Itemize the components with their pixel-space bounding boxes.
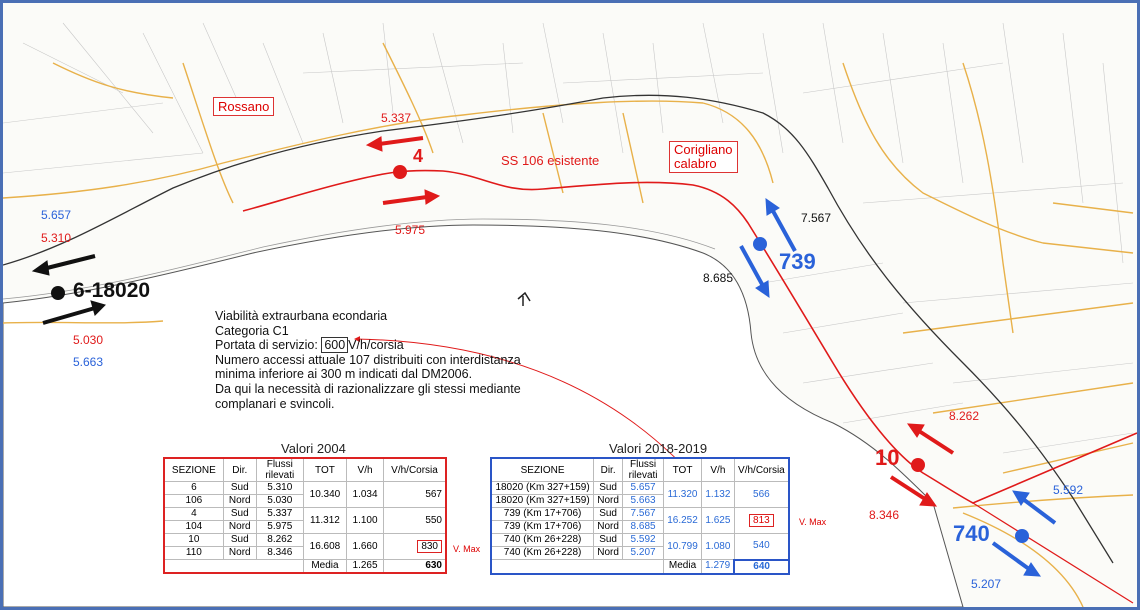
cell: 5.657 (623, 482, 664, 495)
col-sezione: SEZIONE (164, 458, 223, 482)
cell: 5.310 (256, 482, 303, 495)
table-2018-header (491, 458, 789, 482)
cell: Nord (594, 495, 623, 508)
cell: 5.337 (256, 508, 303, 521)
col-vh-corsia: V/h/Corsia (384, 458, 447, 482)
cell: Sud (223, 508, 256, 521)
service-capacity-value: 600 (321, 337, 348, 353)
col-flussi: Flussi rilevati (623, 458, 664, 482)
col-dir: Dir. (223, 458, 256, 482)
col-tot: TOT (664, 458, 702, 482)
table-row (164, 534, 446, 547)
table-2018-title: Valori 2018-2019 (609, 441, 708, 456)
cell: Nord (223, 495, 256, 508)
cell: Nord (223, 521, 256, 534)
cell: 5.207 (623, 547, 664, 560)
cell (164, 560, 303, 574)
info-line-5: minima inferiore ai 300 m indicati dal DM2006. (215, 367, 473, 382)
cell: 106 (164, 495, 223, 508)
media-corsia: 630 (384, 560, 447, 574)
flow-4-west: 5.337 (381, 111, 412, 125)
vmax-label-2004: V. Max (453, 544, 481, 554)
cell: 8.262 (256, 534, 303, 547)
cell: 1.080 (701, 534, 734, 560)
table-row (491, 508, 789, 521)
info-line-3-prefix: Portata di servizio: (215, 338, 318, 353)
media-vh: 1.279 (701, 560, 734, 574)
cell: 18020 (Km 327+159) (491, 495, 594, 508)
cell: 1.625 (701, 508, 734, 534)
cell: 1.660 (347, 534, 384, 560)
cell-max (734, 508, 789, 534)
col-vh: V/h (701, 458, 734, 482)
cell: 1.100 (347, 508, 384, 534)
info-line-2: Categoria C1 (215, 323, 289, 338)
section-739-arrows (741, 199, 795, 297)
info-block (215, 309, 545, 411)
section-740-dot (1015, 529, 1029, 543)
cell: 11.320 (664, 482, 702, 508)
info-line-1: Viabilità extraurbana econdaria (215, 309, 388, 323)
flow-739-south: 8.685 (703, 271, 734, 285)
cell: 110 (164, 547, 223, 560)
cell: 1.132 (701, 482, 734, 508)
table-row (164, 508, 446, 521)
cell: 5.592 (623, 534, 664, 547)
table-2004-header (164, 458, 446, 482)
cell: 10.340 (303, 482, 346, 508)
info-line-3-unit: V/h/corsia (348, 338, 404, 353)
media-label: Media (303, 560, 346, 574)
flow-10-south: 8.346 (869, 508, 900, 522)
table-2018 (490, 457, 790, 575)
section-10-dot (911, 458, 925, 472)
cell: 566 (734, 482, 789, 508)
info-line-6: Da qui la necessità di razionalizzare gli stessi mediante (215, 381, 521, 396)
cell: 10 (164, 534, 223, 547)
table-2004 (163, 457, 447, 574)
table-media-row (491, 560, 789, 574)
col-vh: V/h (347, 458, 384, 482)
media-corsia: 640 (734, 560, 789, 574)
section-6-label: 6-18020 (73, 279, 151, 302)
max-value-badge: 813 (749, 514, 774, 527)
section-739-dot (753, 237, 767, 251)
cell: 8.346 (256, 547, 303, 560)
cell: 6 (164, 482, 223, 495)
flow-740-north: 5.592 (1053, 483, 1084, 497)
cell: Sud (594, 482, 623, 495)
cell: 11.312 (303, 508, 346, 534)
cell: Sud (223, 482, 256, 495)
cell: 739 (Km 17+706) (491, 508, 594, 521)
cell: 16.608 (303, 534, 346, 560)
media-vh: 1.265 (347, 560, 384, 574)
info-line-4: Numero accessi attuale 107 distribuiti con interdistanza (215, 352, 521, 367)
vmax-label-2018: V. Max (799, 517, 827, 527)
cell: 16.252 (664, 508, 702, 534)
info-line-7: complanari e svincoli. (215, 396, 335, 411)
flow-4-east: 5.975 (395, 223, 426, 237)
cell: 5.663 (623, 495, 664, 508)
flow-6-south-2018: 5.663 (73, 355, 104, 369)
road-label-ss106: SS 106 esistente (501, 153, 600, 168)
cell: 104 (164, 521, 223, 534)
col-dir: Dir. (594, 458, 623, 482)
cell: 10.799 (664, 534, 702, 560)
cell: Sud (594, 508, 623, 521)
section-6-dot (51, 286, 65, 300)
cell: 7.567 (623, 508, 664, 521)
town-label-rossano: Rossano (213, 97, 274, 116)
cell: 4 (164, 508, 223, 521)
col-vh-corsia: V/h/Corsia (734, 458, 789, 482)
cell: 740 (Km 26+228) (491, 534, 594, 547)
cell (491, 560, 664, 574)
table-media-row (164, 560, 446, 574)
section-739-label: 739 (779, 249, 816, 274)
cell: 18020 (Km 327+159) (491, 482, 594, 495)
cell: Nord (594, 521, 623, 534)
info-line-3 (215, 338, 545, 353)
flow-10-north: 8.262 (949, 409, 980, 423)
cell: 8.685 (623, 521, 664, 534)
flow-6-north-2004: 5.310 (41, 231, 72, 245)
table-row (491, 534, 789, 547)
cell: Nord (223, 547, 256, 560)
section-10-label: 10 (875, 445, 900, 470)
flow-740-south: 5.207 (971, 577, 1002, 591)
table-row (164, 482, 446, 495)
section-4-label: 4 (413, 146, 424, 166)
cell: Sud (594, 534, 623, 547)
cell: 740 (Km 26+228) (491, 547, 594, 560)
media-label: Media (664, 560, 702, 574)
table-2004-title: Valori 2004 (281, 441, 346, 456)
flow-739-north: 7.567 (801, 211, 832, 225)
cell-max (384, 534, 447, 560)
col-sezione: SEZIONE (491, 458, 594, 482)
town-label-corigliano: Corigliano calabro (669, 141, 738, 173)
cell: Nord (594, 547, 623, 560)
section-740-label: 740 (953, 521, 990, 546)
cell: 550 (384, 508, 447, 534)
col-flussi: Flussi rilevati (256, 458, 303, 482)
cell: 739 (Km 17+706) (491, 521, 594, 534)
cell: 5.975 (256, 521, 303, 534)
cell: 567 (384, 482, 447, 508)
table-row (491, 482, 789, 495)
section-4-dot (393, 165, 407, 179)
cell: Sud (223, 534, 256, 547)
flow-6-south-2004: 5.030 (73, 333, 104, 347)
flow-6-north-2018: 5.657 (41, 208, 72, 222)
cell: 5.030 (256, 495, 303, 508)
col-tot: TOT (303, 458, 346, 482)
max-value-badge: 830 (417, 540, 442, 553)
cell: 540 (734, 534, 789, 560)
cell: 1.034 (347, 482, 384, 508)
